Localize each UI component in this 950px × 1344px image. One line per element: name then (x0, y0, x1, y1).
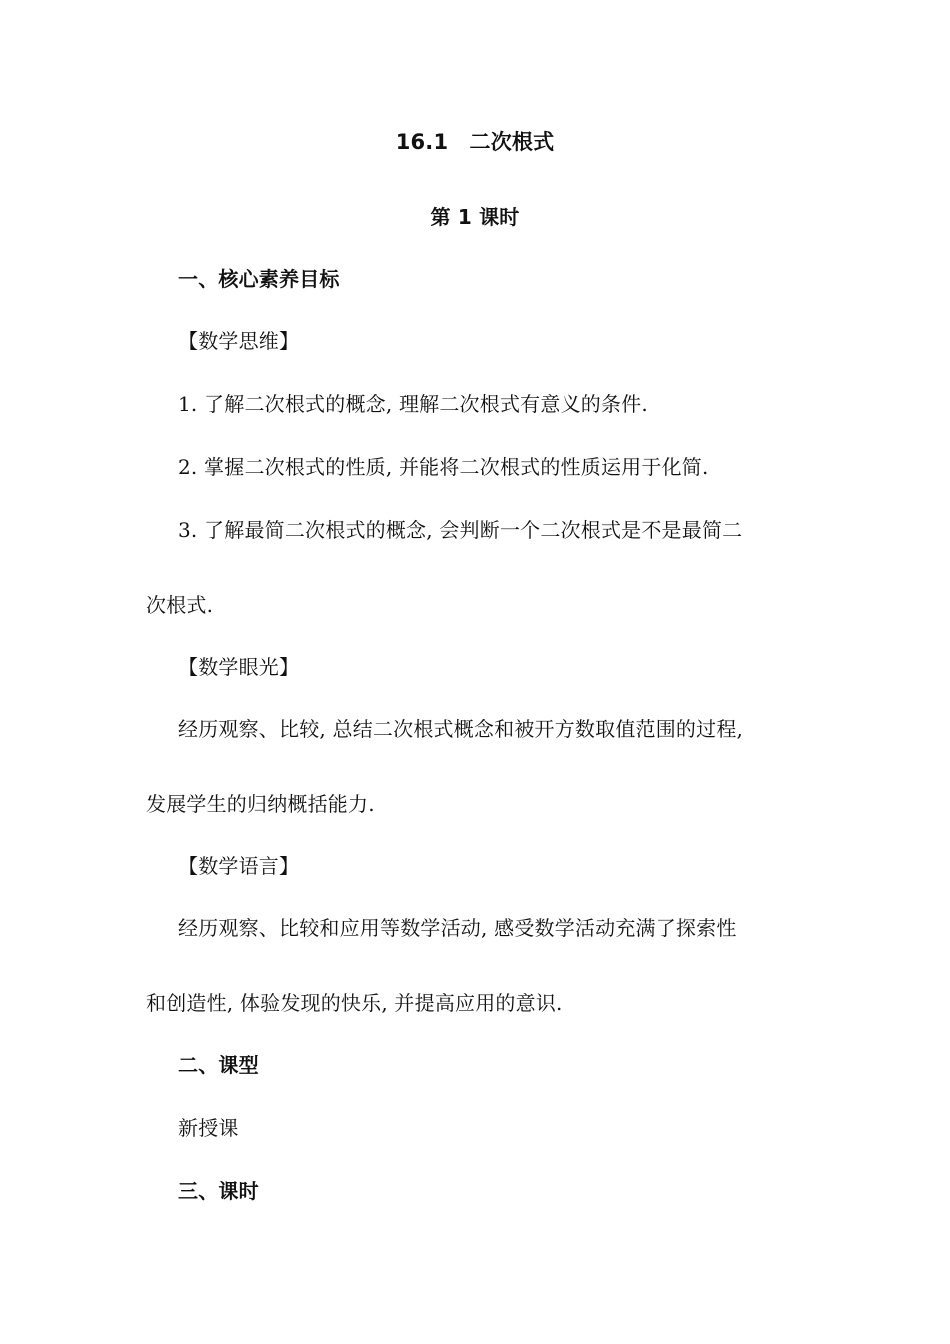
math-thinking-item-1: 1. 了解二次根式的概念, 理解二次根式有意义的条件. (178, 392, 648, 416)
lesson-period-subtitle: 第 1 课时 (430, 205, 520, 229)
math-vision-line-1: 经历观察、比较, 总结二次根式概念和被开方数取值范围的过程, (178, 717, 744, 741)
math-thinking-item-3-line-2: 次根式. (146, 593, 214, 617)
math-vision-label: 【数学眼光】 (178, 655, 300, 679)
math-language-line-1: 经历观察、比较和应用等数学活动, 感受数学活动充满了探索性 (178, 916, 737, 940)
section-heading-lesson-type: 二、课型 (178, 1053, 259, 1077)
lesson-type-value: 新授课 (178, 1116, 239, 1140)
math-thinking-item-3-line-1: 3. 了解最简二次根式的概念, 会判断一个二次根式是不是最简二 (178, 518, 743, 542)
section-heading-periods: 三、课时 (178, 1179, 259, 1203)
math-thinking-item-2: 2. 掌握二次根式的性质, 并能将二次根式的性质运用于化简. (178, 455, 709, 479)
math-language-label: 【数学语言】 (178, 854, 300, 878)
section-heading-goals: 一、核心素养目标 (178, 267, 340, 291)
math-language-line-2: 和创造性, 体验发现的快乐, 并提高应用的意识. (146, 991, 563, 1015)
page-title: 16.1 二次根式 (395, 130, 555, 154)
math-thinking-label: 【数学思维】 (178, 329, 300, 353)
math-vision-line-2: 发展学生的归纳概括能力. (146, 792, 375, 816)
